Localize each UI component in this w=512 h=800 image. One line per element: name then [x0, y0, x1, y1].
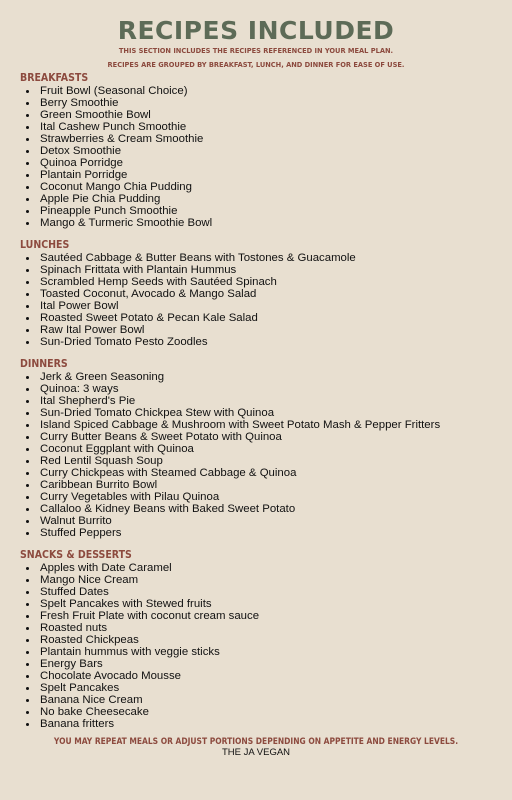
- section-gap: [20, 229, 492, 239]
- list-item: Spelt Pancakes with Stewed fruits: [20, 598, 492, 610]
- list-item: Scrambled Hemp Seeds with Sautéed Spinach: [20, 276, 492, 288]
- list-item: Plantain hummus with veggie sticks: [20, 646, 492, 658]
- list-item: Strawberries & Cream Smoothie: [20, 133, 492, 145]
- subtitle-line-1: THIS SECTION INCLUDES THE RECIPES REFERENCED IN YOUR MEAL PLAN.: [118, 46, 394, 55]
- list-item: Pineapple Punch Smoothie: [20, 205, 492, 217]
- list-item: Berry Smoothie: [20, 97, 492, 109]
- dinners-list: [20, 371, 492, 539]
- list-item: Curry Vegetables with Pilau Quinoa: [20, 491, 492, 503]
- list-item: Red Lentil Squash Soup: [20, 455, 492, 467]
- snacks-section: [20, 549, 492, 730]
- list-item: Stuffed Dates: [20, 586, 492, 598]
- breakfasts-list: [20, 85, 492, 229]
- footer-note: YOU MAY REPEAT MEALS OR ADJUST PORTIONS DEPENDING ON APPETITE AND ENERGY LEVELS.: [53, 736, 459, 746]
- list-item: Raw Ital Power Bowl: [20, 324, 492, 336]
- list-item: Spelt Pancakes: [20, 682, 492, 694]
- list-item: Detox Smoothie: [20, 145, 492, 157]
- list-item: Energy Bars: [20, 658, 492, 670]
- list-item: Mango & Turmeric Smoothie Bowl: [20, 217, 492, 229]
- lunches-section: [20, 239, 492, 348]
- list-item: Green Smoothie Bowl: [20, 109, 492, 121]
- list-item: Ital Shepherd's Pie: [20, 395, 492, 407]
- list-item: Sautéed Cabbage & Butter Beans with Tostones & Guacamole: [20, 252, 492, 264]
- list-item: Sun-Dried Tomato Pesto Zoodles: [20, 336, 492, 348]
- snacks-list: [20, 562, 492, 730]
- list-item: Curry Chickpeas with Steamed Cabbage & Quinoa: [20, 467, 492, 479]
- list-item: Coconut Eggplant with Quinoa: [20, 443, 492, 455]
- snacks-heading-part2: DESSERTS: [77, 549, 132, 561]
- breakfasts-heading: BREAKFASTS: [20, 72, 89, 84]
- list-item: No bake Cheesecake: [20, 706, 492, 718]
- list-item: Fresh Fruit Plate with coconut cream sauce: [20, 610, 492, 622]
- list-item: Apples with Date Caramel: [20, 562, 492, 574]
- list-item: Caribbean Burrito Bowl: [20, 479, 492, 491]
- list-item: Apple Pie Chia Pudding: [20, 193, 492, 205]
- snacks-heading-part1: SNACKS: [20, 549, 64, 561]
- snacks-heading-amp: &: [66, 549, 75, 561]
- list-item: Roasted nuts: [20, 622, 492, 634]
- list-item: Quinoa Porridge: [20, 157, 492, 169]
- list-item: Quinoa: 3 ways: [20, 383, 492, 395]
- dinners-section: [20, 358, 492, 539]
- page-title: RECIPES INCLUDED: [117, 16, 395, 45]
- list-item: Fruit Bowl (Seasonal Choice): [20, 85, 492, 97]
- list-item: Jerk & Green Seasoning: [20, 371, 492, 383]
- list-item: Spinach Frittata with Plantain Hummus: [20, 264, 492, 276]
- brand-name: THE JA VEGAN: [221, 747, 291, 758]
- dinners-heading: DINNERS: [20, 358, 68, 370]
- list-item: Roasted Sweet Potato & Pecan Kale Salad: [20, 312, 492, 324]
- list-item: Plantain Porridge: [20, 169, 492, 181]
- lunches-heading: LUNCHES: [20, 239, 70, 251]
- list-item: Toasted Coconut, Avocado & Mango Salad: [20, 288, 492, 300]
- snacks-heading: [20, 549, 492, 562]
- list-item: Callaloo & Kidney Beans with Baked Sweet Potato: [20, 503, 492, 515]
- section-gap: [20, 539, 492, 549]
- list-item: Sun-Dried Tomato Chickpea Stew with Quinoa: [20, 407, 492, 419]
- list-item: Walnut Burrito: [20, 515, 492, 527]
- list-item: Island Spiced Cabbage & Mushroom with Sweet Potato Mash & Pepper Fritters: [20, 419, 492, 431]
- list-item: Banana Nice Cream: [20, 694, 492, 706]
- list-item: Chocolate Avocado Mousse: [20, 670, 492, 682]
- subtitle-line-2: RECIPES ARE GROUPED BY BREAKFAST, LUNCH, AND DINNER FOR EASE OF USE.: [107, 60, 405, 69]
- list-item: Roasted Chickpeas: [20, 634, 492, 646]
- list-item: Ital Cashew Punch Smoothie: [20, 121, 492, 133]
- breakfasts-section: [20, 72, 492, 229]
- list-item: Stuffed Peppers: [20, 527, 492, 539]
- list-item: Curry Butter Beans & Sweet Potato with Quinoa: [20, 431, 492, 443]
- list-item: Banana fritters: [20, 718, 492, 730]
- list-item: Coconut Mango Chia Pudding: [20, 181, 492, 193]
- list-item: Ital Power Bowl: [20, 300, 492, 312]
- section-gap: [20, 348, 492, 358]
- list-item: Mango Nice Cream: [20, 574, 492, 586]
- lunches-list: [20, 252, 492, 348]
